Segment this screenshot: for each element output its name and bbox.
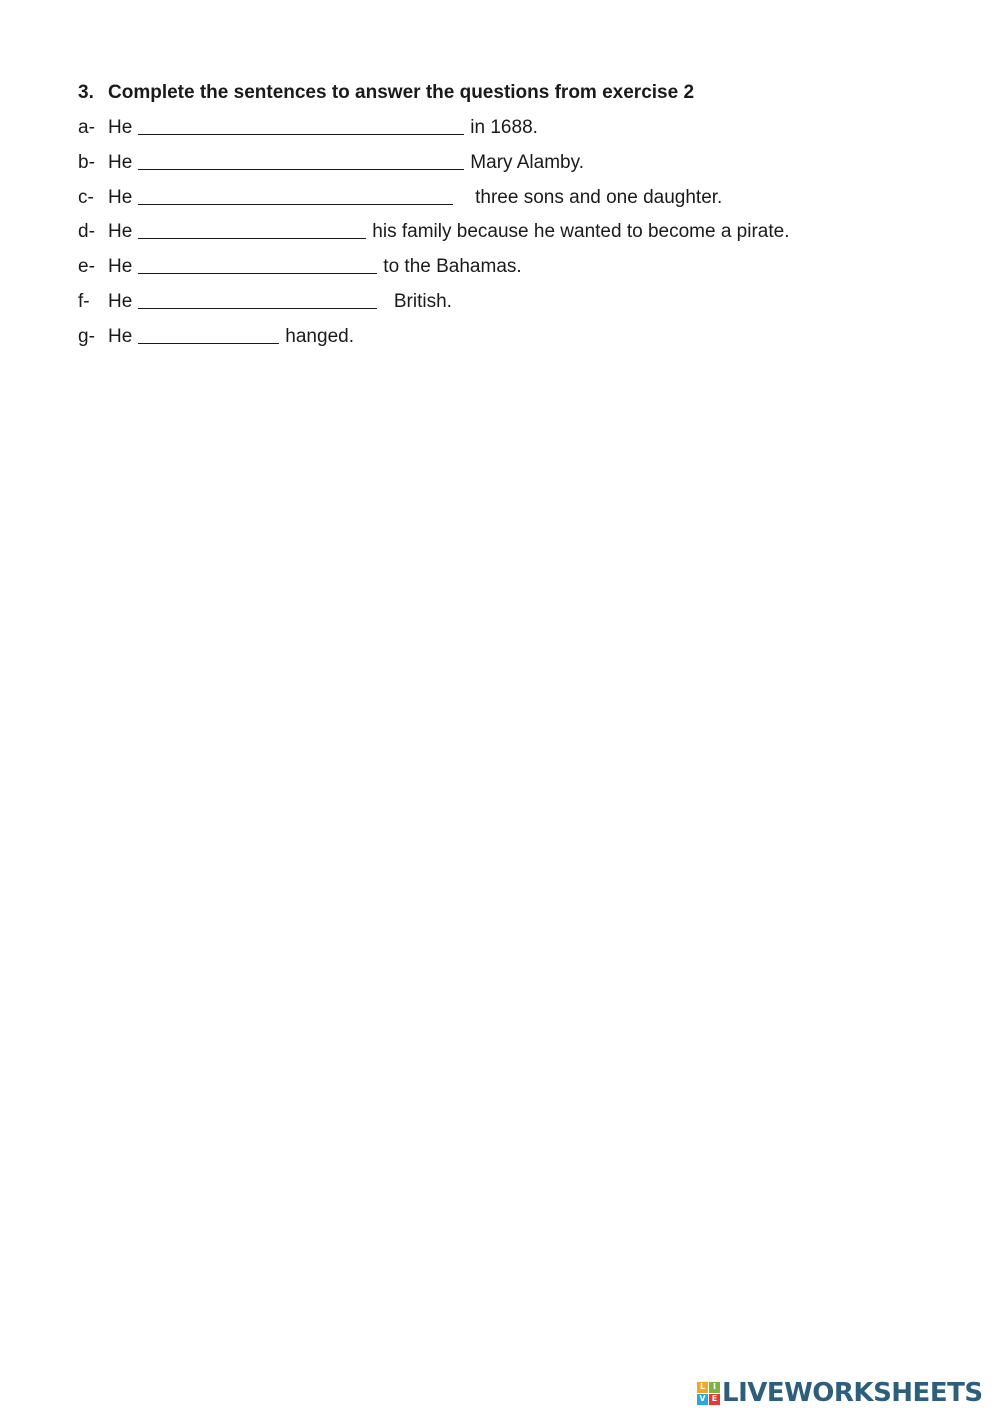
logo-mark-square: V (697, 1394, 708, 1405)
logo-text: LIVEWORKSHEETS (722, 1378, 983, 1408)
answer-blank[interactable] (138, 186, 453, 205)
answer-blank[interactable] (138, 151, 464, 170)
sentence-item (78, 186, 789, 221)
sentence-item (78, 325, 789, 360)
answer-blank[interactable] (138, 116, 464, 135)
logo-mark-square: I (709, 1382, 720, 1393)
item-ending: British. (383, 290, 452, 312)
item-subject: He (108, 117, 133, 138)
exercise-number: 3. (78, 82, 94, 103)
item-letter: f- (78, 290, 90, 312)
sentence-item (78, 116, 789, 151)
sentence-item (78, 255, 789, 290)
answer-blank[interactable] (138, 325, 279, 344)
sentence-item (78, 220, 789, 255)
sentence-item (78, 151, 789, 186)
item-subject: He (108, 186, 133, 208)
answer-blank[interactable] (138, 255, 377, 274)
item-ending: his family because he wanted to become a pirate. (372, 221, 790, 243)
liveworksheets-logo (697, 1377, 983, 1409)
item-letter: a- (78, 117, 95, 138)
sentence-list (78, 116, 789, 360)
answer-blank[interactable] (138, 220, 366, 239)
item-ending: hanged. (285, 325, 354, 347)
exercise-heading (78, 82, 694, 104)
item-ending: three sons and one daughter. (459, 186, 723, 208)
item-letter: e- (78, 256, 95, 278)
item-subject: He (108, 256, 133, 278)
item-ending: Mary Alamby. (470, 151, 584, 173)
logo-mark-square: L (697, 1382, 708, 1393)
item-letter: g- (78, 325, 95, 347)
item-letter: b- (78, 151, 95, 173)
item-subject: He (108, 221, 133, 243)
logo-mark-square: E (709, 1394, 720, 1405)
item-subject: He (108, 151, 133, 173)
item-subject: He (108, 325, 133, 347)
item-ending: to the Bahamas. (383, 256, 522, 278)
item-letter: d- (78, 221, 95, 243)
item-ending: in 1688. (470, 117, 538, 138)
sentence-item (78, 290, 789, 325)
answer-blank[interactable] (138, 290, 377, 309)
item-subject: He (108, 290, 133, 312)
item-letter: c- (78, 186, 94, 208)
exercise-title: Complete the sentences to answer the questions from exercise 2 (108, 82, 695, 103)
liveworksheets-logo-mark-icon (697, 1382, 720, 1405)
